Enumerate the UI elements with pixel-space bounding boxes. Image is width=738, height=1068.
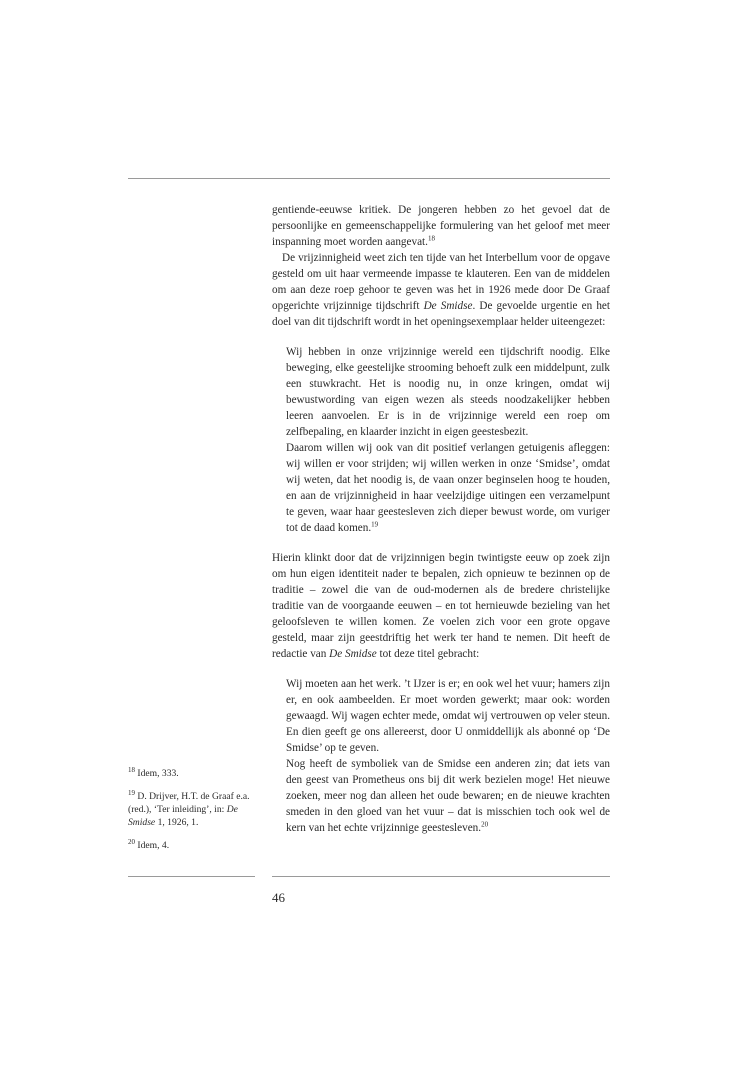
footnote-18: $^{18}$ Idem, 333.: [128, 765, 179, 779]
quote-2-paragraph-2: Nog heeft de symboliek van de Smidse een anderen zin; dat iets van den geest van Prometheus ons bij dit werk bezielen moge! Het nieuwe zoeken, meer nog dan alleen het oude bewaren; en de nieuwe krachten smeden in den gloed van het vuur – dat is misschien toch ook wel de kern van het echte vrijzinnige geestesleven.$^{20}$: [286, 758, 610, 834]
footnote-rule: [128, 876, 255, 877]
paragraph-1: gentiende-eeuwse kritiek. De jongeren hebben zo het gevoel dat de persoonlijke en gemeenschappelijke formulering van het geloof met meer inspanning moet worden aangevat.$^{18}$: [272, 204, 610, 248]
footnote-20: $^{20}$ Idem, 4.: [128, 837, 170, 851]
footnote-19: $^{19}$ D. Drijver, H.T. de Graaf e.a. (red.), ‘Ter inleiding’, in: De Smidse 1, 1926, 1.: [128, 788, 250, 828]
footnote-ref-20[interactable]: 20: [481, 820, 489, 829]
footer-rule: [272, 876, 610, 877]
quote-2-paragraph-1: Wij moeten aan het werk. ’t IJzer is er; en ook wel het vuur; hamers zijn er, en ook aambeelden. Er moet worden gewerkt; maar ook: worden gewaagd. Wij wagen echter mede, omdat wij vertrouwen op veler steun. En dien geeft ge ons allereerst, door U onmiddellijk als abonné op ‘De Smidse’ op te geven.: [286, 678, 610, 754]
quote-1-paragraph-2: Daarom willen wij ook van dit positief verlangen getuigenis afleggen: wij willen er voor strijden; wij willen werken in onze ‘Smidse’, omdat wij weten, dat het noodig is, de vaan onzer beginselen hoog te houden, en aan de vrijzinnigheid in haar veelzijdige uitingen een verzamelpunt te geven, waar haar geestesleven zich dieper bewust worde, om vuriger tot de daad komen.$^{19}$: [286, 442, 610, 534]
header-rule: [128, 178, 610, 179]
paragraph-2: De vrijzinnigheid weet zich ten tijde van het Interbellum voor de opgave gesteld om uit haar vermeende impasse te klauteren. Een van de middelen om aan deze roep gehoor te geven was het in 1926 mede door De Graaf opgerichte vrijzinnige tijdschrift De Smidse. De gevoelde urgentie en het doel van dit tijdschrift wordt in het openingsexemplaar helder uiteengezet:: [272, 252, 610, 328]
footnotes: [128, 767, 256, 862]
footnote-ref-18[interactable]: 18: [427, 234, 435, 243]
main-text: [272, 202, 610, 850]
paragraph-3: Hierin klinkt door dat de vrijzinnigen begin twintigste eeuw op zoek zijn om hun eigen identiteit nader te bepalen, zich opnieuw te bezinnen op de traditie – zowel die van de oud-modernen als de bredere christelijke traditie van de voorgaande eeuwen – en tot hernieuwde bezieling van het geloofsleven te willen komen. Ze voelen zich voor een grote opgave gesteld, maar zijn geestdriftig het werk ter hand te nemen. Dit heeft de redactie van De Smidse tot deze titel gebracht:: [272, 552, 610, 660]
page-number: 46: [272, 890, 285, 905]
block-quote-2: [286, 676, 610, 836]
block-quote-1: [286, 344, 610, 536]
footnote-ref-19[interactable]: 19: [371, 520, 379, 529]
quote-1-paragraph-1: Wij hebben in onze vrijzinnige wereld een tijdschrift noodig. Elke beweging, elke geestelijke strooming behoeft zulk een middelpunt, zulk een stuwkracht. Het is noodig nu, in onze kringen, omdat wij bewustwording van eigen wezen als steeds noodzakelijker hebben leeren aanvoelen. Er is in de vrijzinnige wereld een roep om zelfbepaling, en klaarder inzicht in eigen geestesbezit.: [286, 346, 610, 438]
